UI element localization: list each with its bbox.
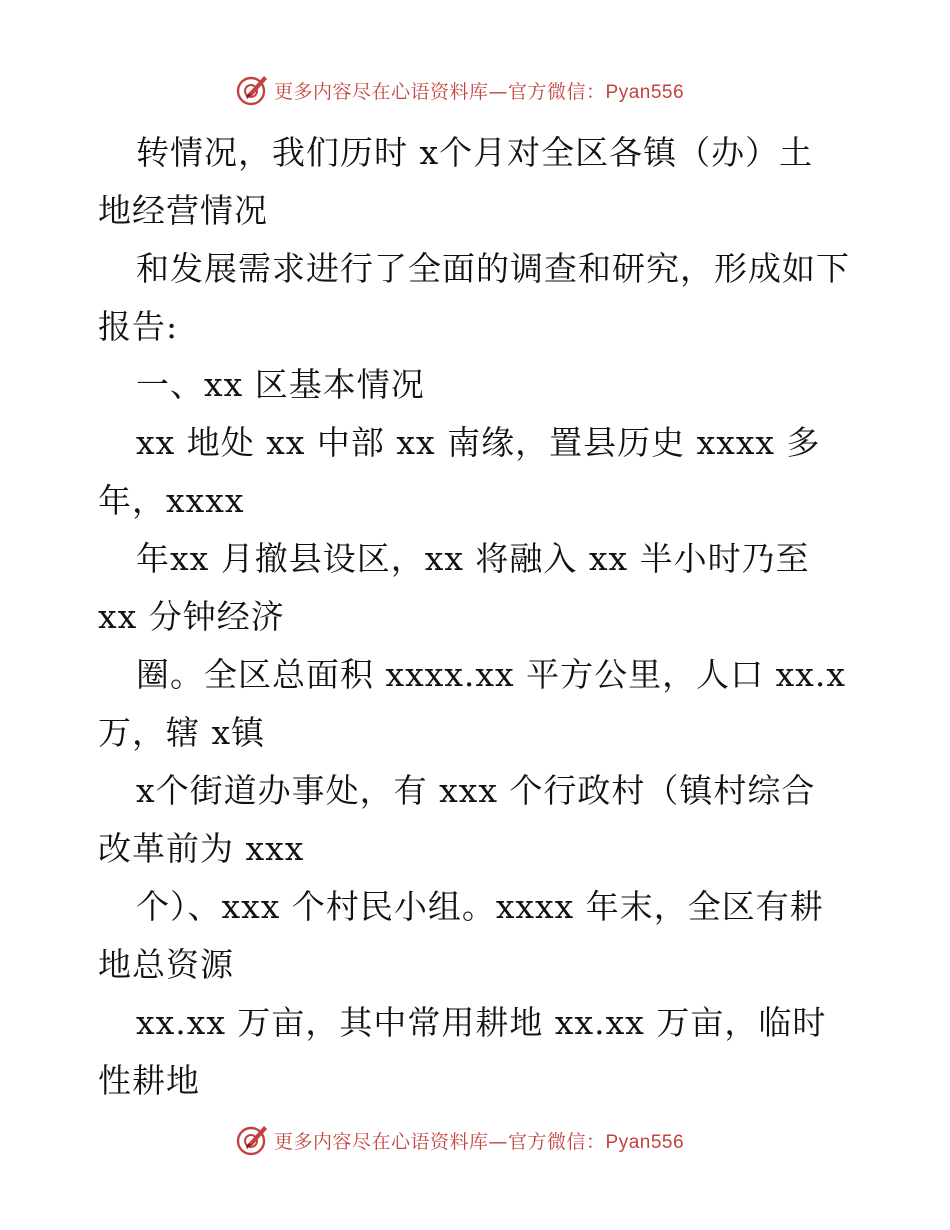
body-line-2: 地经营情况 xyxy=(98,191,268,230)
header-watermark xyxy=(234,72,684,108)
body-line-3: 和发展需求进行了全面的调查和研究，形成如下 xyxy=(136,249,850,288)
brush-logo-icon xyxy=(234,1122,270,1158)
footer-watermark xyxy=(234,1122,684,1158)
body-line-8: 年xx 月撤县设区，xx 将融入 xx 半小时乃至 xyxy=(136,539,810,578)
watermark-label: 更多内容尽在心语资料库—官方微信： xyxy=(274,80,606,103)
watermark-wechat-id: Pyan556 xyxy=(605,1131,685,1153)
body-line-7: 年，xxxx xyxy=(98,481,245,520)
body-line-15: 地总资源 xyxy=(98,945,234,984)
section-heading: 一、xx 区基本情况 xyxy=(136,365,425,404)
body-line-16: xx.xx 万亩，其中常用耕地 xx.xx 万亩，临时 xyxy=(136,1003,827,1042)
body-line-10: 圈。全区总面积 xxxx.xx 平方公里，人口 xx.x xyxy=(136,655,846,694)
body-line-4: 报告: xyxy=(98,307,179,346)
watermark-text xyxy=(274,1127,684,1154)
watermark-text xyxy=(274,77,684,104)
brush-logo-icon xyxy=(234,72,270,108)
body-line-6: xx 地处 xx 中部 xx 南缘，置县历史 xxxx 多 xyxy=(136,423,821,462)
body-line-1: 转情况，我们历时 x个月对全区各镇（办）土 xyxy=(136,133,814,172)
body-line-14: 个）、xxx 个村民小组。xxxx 年末，全区有耕 xyxy=(136,887,824,926)
watermark-label: 更多内容尽在心语资料库—官方微信： xyxy=(274,1130,606,1153)
body-line-17: 性耕地 xyxy=(98,1061,200,1100)
watermark-wechat-id: Pyan556 xyxy=(605,81,685,103)
body-line-9: xx 分钟经济 xyxy=(98,597,285,636)
body-line-12: x个街道办事处，有 xxx 个行政村（镇村综合 xyxy=(136,771,816,810)
document-body xyxy=(98,124,868,1110)
body-line-11: 万，辖 x镇 xyxy=(98,713,266,752)
body-line-13: 改革前为 xxx xyxy=(98,829,305,868)
